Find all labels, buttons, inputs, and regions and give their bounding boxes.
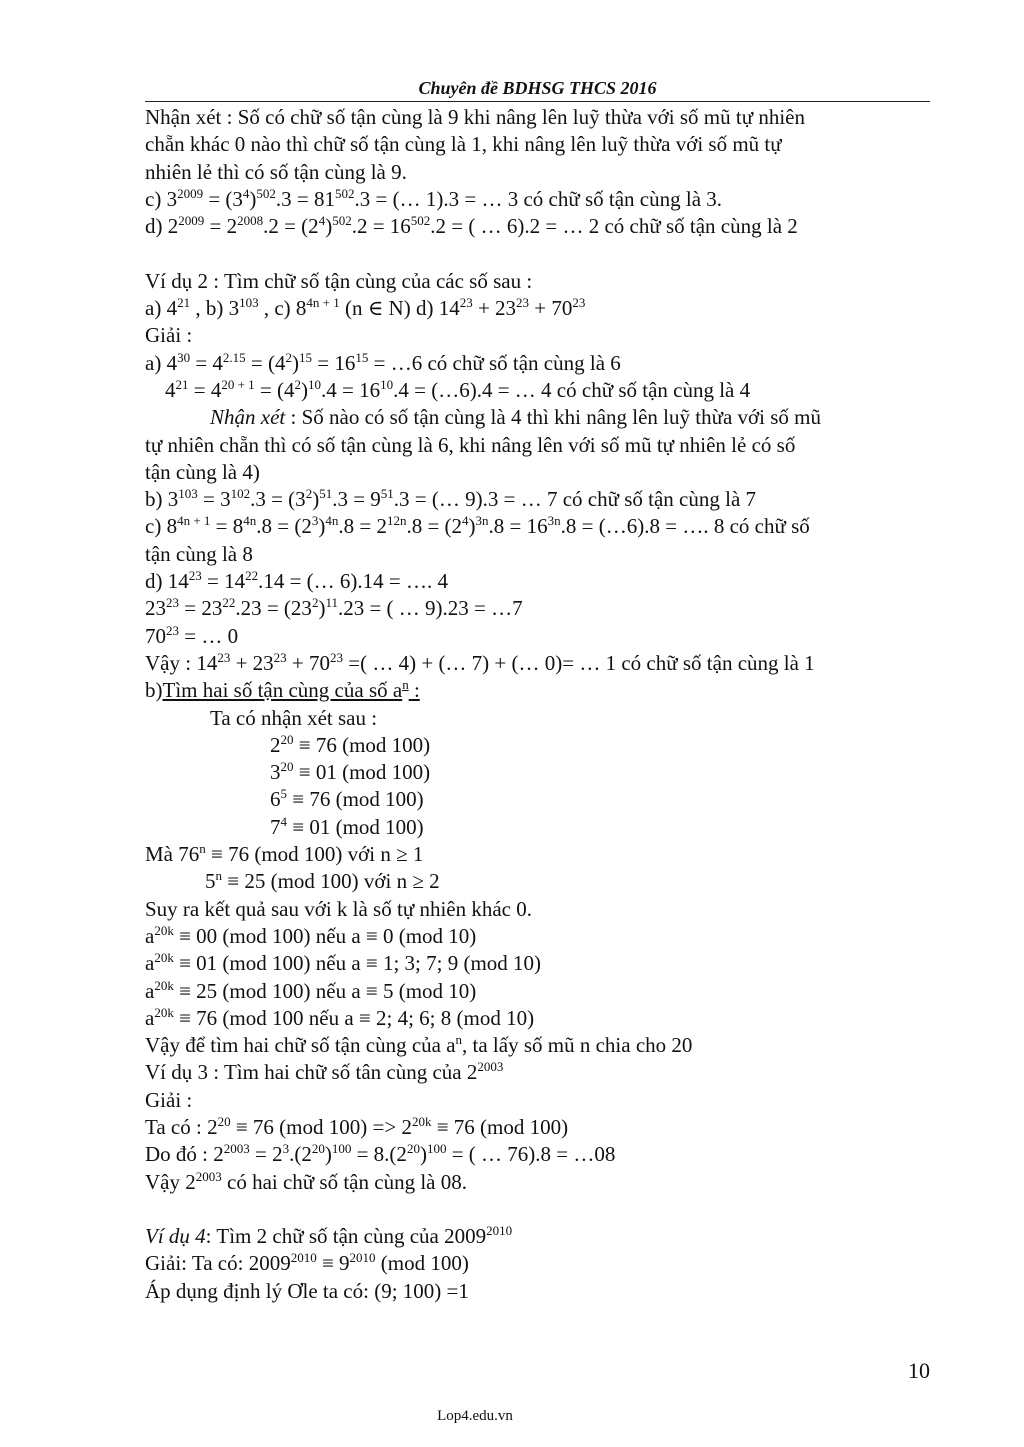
superscript: 20k — [154, 977, 174, 993]
superscript: 4 — [242, 185, 250, 201]
text-line — [145, 896, 935, 923]
text-span: ≡ 00 (mod 100) nếu a ≡ 0 (mod 10) — [173, 923, 477, 948]
italic-text: Nhận xét — [210, 405, 286, 430]
text-span: c) 8 — [145, 514, 178, 539]
superscript: 4n — [243, 513, 257, 529]
superscript: 4n + 1 — [177, 513, 211, 529]
text-span: có hai chữ số tận cùng là 08. — [221, 1169, 467, 1194]
text-span: 3 — [270, 760, 281, 785]
text-span: .3 = (… 9).3 = … 7 có chữ số tận cùng là 7 — [393, 487, 757, 512]
text-span: : — [408, 678, 420, 703]
superscript: 20k — [154, 922, 174, 938]
superscript: 51 — [380, 486, 394, 502]
page-number: 10 — [908, 1358, 930, 1383]
text-span: , c) 8 — [258, 296, 307, 321]
superscript: 20k — [411, 1113, 432, 1129]
text-span: = (4 — [254, 377, 295, 402]
text-span: nhiên lẻ thì có số tận cùng là 9. — [145, 159, 407, 184]
superscript: 2010 — [290, 1250, 317, 1266]
text-line — [145, 377, 935, 404]
text-span: .4 = (…6).4 = … 4 có chữ số tận cùng là 4 — [393, 377, 751, 402]
document-body — [145, 104, 935, 1305]
text-span: c) 3 — [145, 186, 178, 211]
superscript: 502 — [256, 185, 276, 201]
text-line — [145, 1087, 935, 1114]
text-span: (n ∈ N) d) 14 — [339, 296, 460, 321]
text-span: Tìm hai số tận cùng của số a — [162, 678, 403, 703]
text-span: .2 = (2 — [263, 214, 319, 239]
text-span: + 23 — [472, 296, 517, 321]
text-span: ≡ 76 (mod 100) với n ≥ 1 — [205, 842, 424, 867]
text-line — [145, 213, 935, 240]
text-line — [145, 595, 935, 622]
text-line — [145, 705, 935, 732]
text-span: = 4 — [188, 377, 222, 402]
text-span: .8 = (…6).8 = …. 8 có chữ số — [560, 514, 810, 539]
text-line — [145, 841, 935, 868]
text-line — [145, 650, 935, 677]
text-span: = 2 — [204, 214, 238, 239]
text-line — [145, 159, 935, 186]
text-line — [145, 541, 935, 568]
superscript: 23 — [330, 649, 344, 665]
text-span: + 70 — [286, 650, 331, 675]
text-span: = 23 — [179, 596, 223, 621]
text-span: Áp dụng định lý Ơle ta có: (9; 100) =1 — [145, 1278, 469, 1303]
text-span: ≡ 76 (mod 100) — [431, 1114, 569, 1139]
text-span: a — [145, 951, 155, 976]
text-span: 7 — [270, 814, 281, 839]
text-span: Do đó : 2 — [145, 1142, 224, 1167]
text-span: d) 14 — [145, 569, 189, 594]
text-span: ) — [419, 1142, 427, 1167]
text-span: Ví dụ 3 : Tìm hai chữ số tân cùng của 2 — [145, 1060, 478, 1085]
text-span: + 23 — [230, 650, 274, 675]
superscript: 5 — [280, 786, 287, 802]
text-line — [145, 350, 935, 377]
superscript: 2010 — [349, 1250, 376, 1266]
superscript: 2 — [285, 349, 293, 365]
text-span: 6 — [270, 787, 281, 812]
text-span: Vậy : 14 — [145, 650, 218, 675]
text-span: ≡ 9 — [316, 1251, 350, 1276]
text-span: .8 = (2 — [406, 514, 463, 539]
text-span: (mod 100) — [375, 1251, 469, 1276]
superscript: 21 — [175, 376, 189, 392]
text-span: = 16 — [312, 350, 356, 375]
text-span: 2 — [270, 732, 281, 757]
superscript: 4n + 1 — [306, 295, 340, 311]
text-line — [145, 1278, 935, 1305]
text-span: .4 = 16 — [321, 377, 381, 402]
superscript: 3 — [282, 1141, 290, 1157]
text-span: ≡ 76 (mod 100) => 2 — [230, 1114, 412, 1139]
text-line — [145, 950, 935, 977]
text-line — [145, 1223, 935, 1250]
text-span: = …6 có chữ số tận cùng là 6 — [368, 350, 621, 375]
text-span: Ví dụ 2 : Tìm chữ số tận cùng của các số sau : — [145, 268, 533, 293]
superscript: 20 — [280, 759, 294, 775]
text-span: a — [145, 1005, 155, 1030]
superscript: 20 + 1 — [221, 376, 255, 392]
text-span: =( … 4) + (… 7) + (… 0)= … 1 có chữ số tận cùng là 1 — [343, 650, 815, 675]
text-span: ) — [312, 487, 320, 512]
text-span: Giải : — [145, 323, 193, 348]
text-span: .23 = ( … 9).23 = …7 — [337, 596, 523, 621]
superscript: 22 — [222, 595, 236, 611]
text-span: tự nhiên chẵn thì có số tận cùng là 6, khi nâng lên với số mũ tự nhiên lẻ có số — [145, 432, 796, 457]
superscript: 30 — [177, 349, 191, 365]
superscript: 10 — [380, 376, 394, 392]
superscript: 23 — [188, 568, 202, 584]
text-span: .14 = (… 6).14 = …. 4 — [258, 569, 449, 594]
text-span: = 14 — [201, 569, 246, 594]
header-rule — [145, 101, 930, 102]
text-line — [145, 104, 935, 131]
text-span: .(2 — [289, 1142, 312, 1167]
text-span: = (3 — [203, 186, 243, 211]
superscript: 3n — [547, 513, 561, 529]
superscript: 4 — [318, 213, 326, 229]
text-span: tận cùng là 8 — [145, 541, 253, 566]
text-span: + 70 — [529, 296, 573, 321]
footer-site: Lop4.edu.vn — [437, 1408, 513, 1424]
superscript: 23 — [572, 295, 586, 311]
text-line — [145, 322, 935, 349]
text-span: Ta có nhận xét sau : — [210, 705, 378, 730]
text-span: 70 — [145, 623, 166, 648]
text-span: = 3 — [197, 487, 231, 512]
superscript: 20k — [154, 1004, 174, 1020]
text-line — [145, 459, 935, 486]
text-span: Mà 76 — [145, 842, 200, 867]
text-span: ) — [325, 214, 333, 239]
text-line — [145, 623, 935, 650]
superscript: 502 — [332, 213, 352, 229]
superscript: 4 — [462, 513, 469, 529]
superscript: 4 — [280, 813, 287, 829]
text-line — [145, 923, 935, 950]
text-span: .3 = 9 — [332, 487, 381, 512]
text-span: : Số nào có số tận cùng là 4 thì khi nâng lên luỹ thừa với số mũ — [285, 405, 821, 430]
text-line — [145, 268, 935, 295]
text-span: Vậy để tìm hai chữ số tận cùng của a — [145, 1033, 456, 1058]
superscript: 20 — [311, 1141, 325, 1157]
text-span: ) — [292, 350, 300, 375]
superscript: 2.15 — [222, 349, 246, 365]
text-line — [145, 978, 935, 1005]
text-span: a — [145, 978, 155, 1003]
text-span: .2 = ( … 6).2 = … 2 có chữ số tận cùng là 2 — [430, 214, 798, 239]
text-line — [145, 759, 935, 786]
text-span: d) 2 — [145, 214, 179, 239]
text-span: ≡ 01 (mod 100) nếu a ≡ 1; 3; 7; 9 (mod 10) — [173, 951, 542, 976]
superscript: 23 — [166, 595, 179, 611]
text-line — [145, 432, 935, 459]
text-span: 5 — [205, 869, 216, 894]
superscript: 103 — [239, 295, 259, 311]
text-span: .2 = 16 — [351, 214, 411, 239]
text-span: ≡ 76 (mod 100) — [293, 732, 431, 757]
superscript: 102 — [230, 486, 251, 502]
text-span: .8 = 16 — [488, 514, 548, 539]
text-line — [145, 1032, 935, 1059]
text-span: .23 = (23 — [235, 596, 312, 621]
page-header: Chuyên đề BDHSG THCS 2016 — [418, 78, 657, 98]
superscript: n — [455, 1032, 463, 1048]
superscript: 103 — [178, 486, 198, 502]
superscript: 23 — [217, 649, 231, 665]
superscript: n — [199, 841, 206, 857]
text-span: ) — [318, 596, 326, 621]
superscript: 2 — [305, 486, 313, 502]
text-line — [145, 486, 935, 513]
text-span: ≡ 76 (mod 100) — [287, 787, 424, 812]
superscript: 502 — [335, 185, 355, 201]
text-span: = … 0 — [179, 623, 239, 648]
text-span: Suy ra kết quả sau với k là số tự nhiên khác 0. — [145, 896, 532, 921]
text-span: ) — [468, 514, 476, 539]
text-span: ≡ 25 (mod 100) với n ≥ 2 — [222, 869, 440, 894]
superscript: 23 — [166, 622, 179, 638]
superscript: 2 — [294, 376, 302, 392]
text-span: , b) 3 — [190, 296, 240, 321]
text-span: Giải : — [145, 1087, 193, 1112]
superscript: 15 — [355, 349, 369, 365]
superscript: 4n — [325, 513, 339, 529]
text-line — [145, 404, 935, 431]
superscript: 502 — [410, 213, 431, 229]
superscript: 10 — [308, 376, 322, 392]
text-line — [145, 1005, 935, 1032]
superscript: 2003 — [223, 1141, 250, 1157]
text-span: .8 = (2 — [256, 514, 312, 539]
text-span: a) 4 — [145, 350, 178, 375]
text-span: b) 3 — [145, 487, 179, 512]
text-line — [145, 186, 935, 213]
text-line — [145, 814, 935, 841]
superscript: 2 — [311, 595, 319, 611]
superscript: 20 — [406, 1141, 420, 1157]
text-span: ≡ 76 (mod 100 nếu a ≡ 2; 4; 6; 8 (mod 10) — [173, 1005, 535, 1030]
text-span: .3 = (3 — [250, 487, 306, 512]
superscript: 20k — [154, 950, 174, 966]
superscript: n — [215, 868, 222, 884]
text-span: a — [145, 923, 155, 948]
text-span: ≡ 25 (mod 100) nếu a ≡ 5 (mod 10) — [173, 978, 477, 1003]
text-span: 23 — [145, 596, 166, 621]
text-line — [145, 868, 935, 895]
text-span: ) — [301, 377, 309, 402]
superscript: 23 — [516, 295, 530, 311]
text-span: .3 = (… 1).3 = … 3 có chữ số tận cùng là 3. — [354, 186, 723, 211]
text-span: = 2 — [249, 1142, 283, 1167]
superscript: n — [402, 677, 409, 693]
text-line — [145, 513, 935, 540]
superscript: 2003 — [195, 1168, 222, 1184]
text-span: ) — [318, 514, 326, 539]
text-span: Nhận xét : Số có chữ số tận cùng là 9 khi nâng lên luỹ thừa với số mũ tự nhiên — [145, 105, 805, 129]
text-span: 4 — [165, 377, 176, 402]
text-span: = 8 — [210, 514, 244, 539]
superscript: 15 — [299, 349, 313, 365]
superscript: 2010 — [486, 1223, 513, 1239]
text-span: Giải: Ta có: 2009 — [145, 1251, 291, 1276]
text-span: : Tìm 2 chữ số tận cùng của 2009 — [205, 1224, 487, 1249]
superscript: 2008 — [237, 213, 264, 229]
text-span: ≡ 01 (mod 100) — [287, 814, 424, 839]
superscript: 12n — [386, 513, 407, 529]
text-span: , ta lấy số mũ n chia cho 20 — [462, 1033, 693, 1058]
text-span: ) — [249, 186, 257, 211]
superscript: 100 — [426, 1141, 447, 1157]
text-span: = 4 — [190, 350, 223, 375]
superscript: 3n — [475, 513, 489, 529]
text-line — [145, 1059, 935, 1086]
text-span: b) — [145, 678, 163, 703]
blank-line — [145, 1196, 935, 1223]
text-span: ≡ 01 (mod 100) — [293, 760, 431, 785]
superscript: 22 — [245, 568, 259, 584]
superscript: 2009 — [178, 213, 205, 229]
superscript: 20 — [280, 731, 294, 747]
text-span: a) 4 — [145, 296, 178, 321]
text-span: ) — [324, 1142, 332, 1167]
text-line — [145, 568, 935, 595]
text-line — [145, 131, 935, 158]
superscript: 23 — [273, 649, 287, 665]
superscript: 21 — [177, 295, 191, 311]
superscript: 11 — [325, 595, 338, 611]
blank-line — [145, 240, 935, 267]
text-line — [145, 732, 935, 759]
superscript: 20 — [217, 1113, 231, 1129]
text-span: Ta có : 2 — [145, 1114, 218, 1139]
italic-text: Ví dụ 4 — [145, 1224, 206, 1249]
text-span: = 8.(2 — [351, 1142, 407, 1167]
text-line — [145, 295, 935, 322]
text-line — [145, 677, 935, 704]
text-span: = ( … 76).8 = …08 — [446, 1142, 616, 1167]
text-line — [145, 1169, 935, 1196]
text-span: tận cùng là 4) — [145, 459, 260, 484]
text-span: .3 = 81 — [275, 186, 336, 211]
superscript: 3 — [311, 513, 319, 529]
superscript: 100 — [331, 1141, 352, 1157]
text-line — [145, 1141, 935, 1168]
text-line — [145, 1250, 935, 1277]
superscript: 23 — [459, 295, 473, 311]
text-span: Vậy 2 — [145, 1169, 196, 1194]
superscript: 2009 — [177, 185, 204, 201]
superscript: 2003 — [477, 1059, 504, 1075]
text-span: .8 = 2 — [338, 514, 387, 539]
text-line — [145, 786, 935, 813]
text-line — [145, 1114, 935, 1141]
text-span: = (4 — [245, 350, 286, 375]
superscript: 51 — [319, 486, 333, 502]
text-span: chẵn khác 0 nào thì chữ số tận cùng là 1, khi nâng lên luỹ thừa với số mũ tự — [145, 132, 782, 157]
